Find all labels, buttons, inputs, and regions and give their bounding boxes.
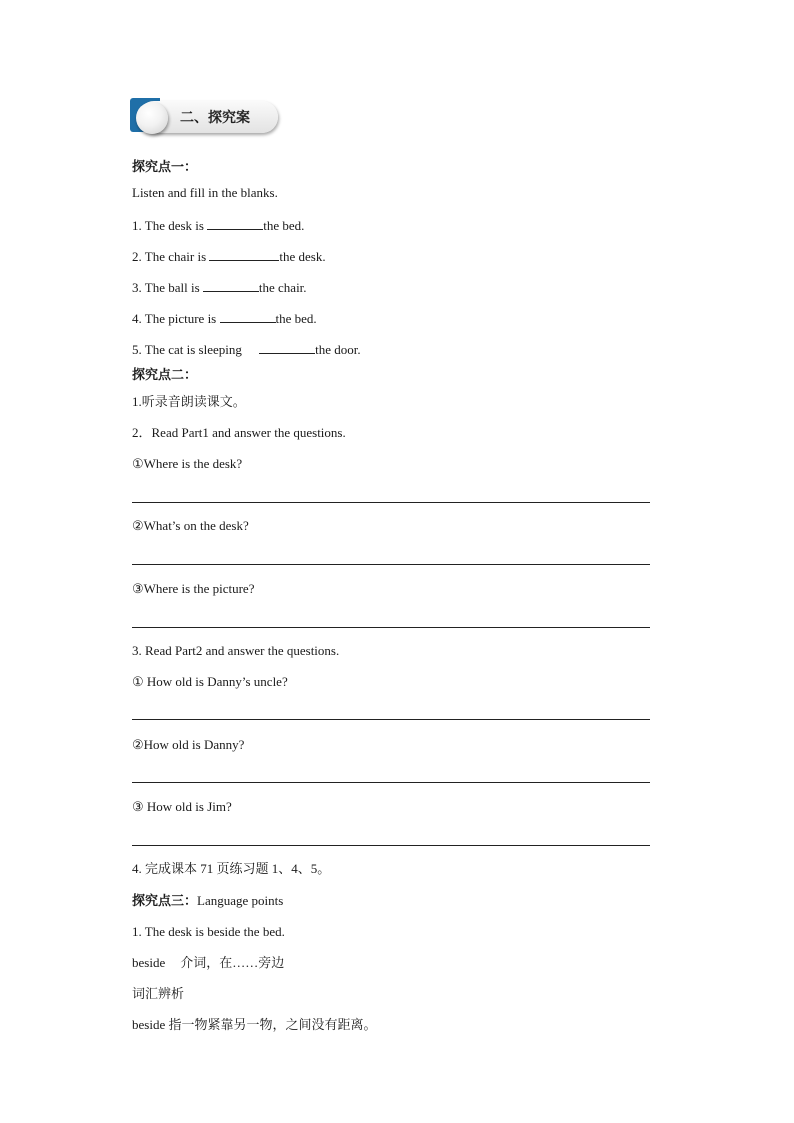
answer-line[interactable]: [132, 845, 650, 846]
point2-task3: 3. Read Part2 and answer the questions.: [132, 643, 340, 658]
point3-title-suffix: Language points: [197, 893, 284, 908]
answer-blank[interactable]: [207, 217, 263, 230]
point1-title: 探究点一：: [132, 159, 198, 174]
section-header-badge: [128, 97, 284, 139]
section-header-label: 二、探究案: [180, 110, 250, 126]
question-jim-age: ③ How old is Jim?: [132, 799, 232, 814]
answer-line[interactable]: [132, 719, 650, 720]
fill-item-pre: 1. The desk is: [132, 218, 208, 233]
fill-item-post: the chair.: [258, 280, 307, 295]
fill-item-4: [132, 310, 317, 327]
fill-item-2: [132, 248, 326, 265]
fill-item-pre: 3. The ball is: [132, 280, 203, 295]
answer-blank[interactable]: [259, 341, 315, 354]
fill-item-1: [132, 217, 304, 234]
fill-item-3: [132, 279, 307, 296]
question-on-desk: ②What’s on the desk?: [132, 518, 249, 533]
question-where-desk: ①Where is the desk?: [132, 456, 243, 471]
point3-heading: [132, 893, 283, 909]
point1-instruction: Listen and fill in the blanks.: [132, 185, 278, 200]
question-uncle-age: ① How old is Danny’s uncle?: [132, 674, 288, 689]
fill-item-5: [132, 341, 361, 358]
point3-meaning: 介词，在……旁边: [180, 955, 285, 970]
point2-task2: 2．Read Part1 and answer the questions.: [132, 425, 346, 440]
point3-sentence: 1. The desk is beside the bed.: [132, 924, 285, 939]
point2-task1: 1.听录音朗读课文。: [132, 394, 246, 409]
point3-analysis: beside 指一物紧靠另一物，之间没有距离。: [132, 1017, 377, 1032]
fill-item-pre: 5. The cat is sleeping: [132, 342, 246, 357]
question-danny-age: ②How old is Danny?: [132, 737, 245, 752]
point2-title: 探究点二：: [132, 367, 198, 382]
fill-item-post: the door.: [315, 342, 361, 357]
answer-blank[interactable]: [220, 310, 276, 323]
question-where-picture: ③Where is the picture?: [132, 581, 255, 596]
fill-item-pre: 4. The picture is: [132, 311, 220, 326]
point3-word-entry: [132, 955, 284, 971]
answer-line[interactable]: [132, 502, 650, 503]
badge-circle-icon: [136, 102, 168, 134]
point3-title: 探究点三：: [132, 893, 198, 908]
point3-word: beside: [132, 955, 166, 970]
answer-blank[interactable]: [203, 279, 259, 292]
fill-item-pre: 2. The chair is: [132, 249, 210, 264]
fill-item-post: the bed.: [263, 218, 305, 233]
answer-line[interactable]: [132, 782, 650, 783]
fill-item-post: the desk.: [279, 249, 326, 264]
point2-task4: 4. 完成课本 71 页练习题 1、4、5。: [132, 861, 331, 876]
answer-blank[interactable]: [209, 248, 279, 261]
answer-line[interactable]: [132, 564, 650, 565]
fill-item-post: the bed.: [275, 311, 317, 326]
point3-analysis-title: 词汇辨析: [132, 986, 185, 1001]
answer-line[interactable]: [132, 627, 650, 628]
